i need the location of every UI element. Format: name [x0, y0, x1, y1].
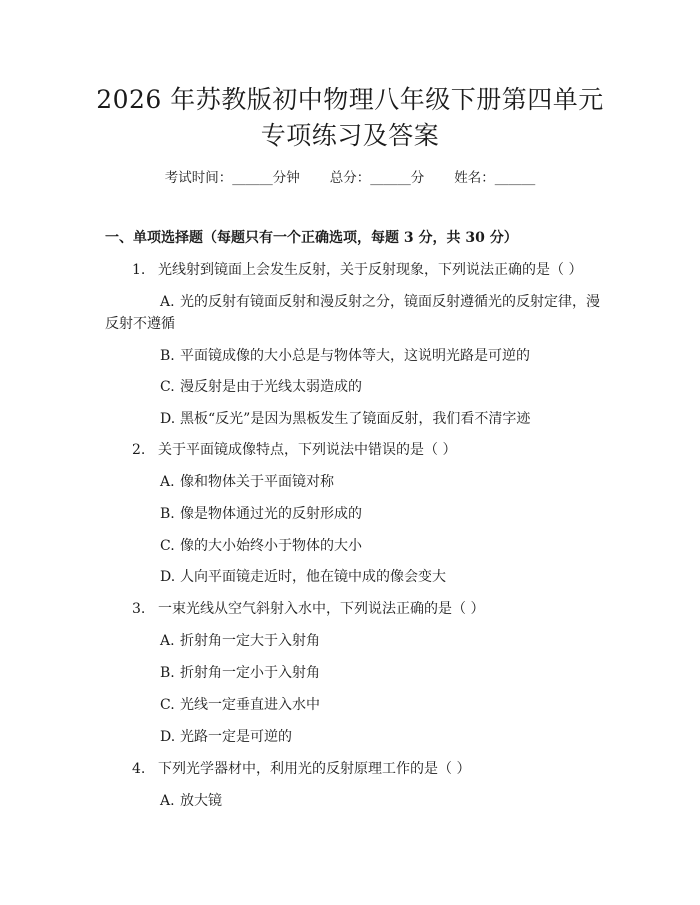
section-heading: 一、单项选择题（每题只有一个正确选项，每题 3 分，共 30 分）: [105, 230, 518, 246]
question-2-option-a: [160, 472, 334, 492]
exam-meta: [0, 168, 700, 188]
option-text: 人向平面镜走近时，他在镜中成的像会变大: [180, 569, 446, 585]
question-2: [132, 440, 456, 460]
question-1: [132, 260, 582, 280]
question-2-option-c: [160, 536, 362, 556]
option-text: 折射角一定大于入射角: [180, 633, 320, 649]
question-3-option-b: [160, 663, 320, 683]
option-text: 光路一定是可逆的: [180, 729, 292, 745]
option-label: D.: [160, 729, 176, 745]
question-3: [132, 599, 484, 619]
option-label: A.: [160, 294, 175, 310]
option-label: C.: [160, 379, 175, 395]
option-label: D.: [160, 411, 176, 427]
option-text: 黑板“反光”是因为黑板发生了镜面反射，我们看不清字迹: [180, 411, 531, 427]
question-2-option-d: [160, 567, 446, 587]
option-label: B.: [160, 665, 175, 681]
question-1-option-a: [160, 292, 600, 312]
option-label: A.: [160, 633, 175, 649]
question-1-option-a-continuation: 反射不遵循: [105, 316, 175, 332]
option-text: 放大镜: [180, 793, 222, 809]
question-1-option-d: [160, 409, 530, 429]
option-label: B.: [160, 506, 175, 522]
total-score-field: 总分：______分: [329, 170, 425, 186]
question-number: 2.: [132, 442, 146, 458]
option-text: 漫反射是由于光线太弱造成的: [180, 379, 362, 395]
question-text: 关于平面镜成像特点，下列说法中错误的是（ ）: [158, 442, 457, 458]
option-label: C.: [160, 538, 175, 554]
question-3-option-c: [160, 695, 320, 715]
option-text: 光线一定垂直进入水中: [180, 697, 320, 713]
option-text: 像的大小始终小于物体的大小: [180, 538, 362, 554]
question-number: 3.: [132, 601, 146, 617]
question-number: 4.: [132, 761, 146, 777]
exam-time-field: 考试时间：______分钟: [164, 170, 300, 186]
option-label: A.: [160, 793, 175, 809]
question-text: 光线射到镜面上会发生反射，关于反射现象，下列说法正确的是（ ）: [158, 262, 583, 278]
option-label: A.: [160, 474, 175, 490]
option-label: C.: [160, 697, 175, 713]
question-2-option-b: [160, 504, 362, 524]
question-3-option-d: [160, 727, 292, 747]
option-text: 像和物体关于平面镜对称: [180, 474, 334, 490]
question-text: 下列光学器材中，利用光的反射原理工作的是（ ）: [158, 761, 471, 777]
document-title-line-1: 2026 年苏教版初中物理八年级下册第四单元: [96, 85, 604, 114]
question-1-option-c: [160, 377, 362, 397]
option-label: B.: [160, 348, 175, 364]
student-name-field: 姓名：______: [454, 170, 536, 186]
document-title-line-2: 专项练习及答案: [260, 121, 440, 150]
question-4-option-a: [160, 791, 222, 811]
question-3-option-a: [160, 631, 320, 651]
question-text: 一束光线从空气斜射入水中，下列说法正确的是（ ）: [158, 601, 485, 617]
question-1-option-b: [160, 346, 530, 366]
question-4: [132, 759, 470, 779]
option-text: 平面镜成像的大小总是与物体等大，这说明光路是可逆的: [180, 348, 530, 364]
option-text: 光的反射有镜面反射和漫反射之分，镜面反射遵循光的反射定律，漫: [180, 294, 600, 310]
option-text: 折射角一定小于入射角: [180, 665, 320, 681]
question-number: 1.: [132, 262, 146, 278]
option-label: D.: [160, 569, 176, 585]
option-text: 像是物体通过光的反射形成的: [180, 506, 362, 522]
